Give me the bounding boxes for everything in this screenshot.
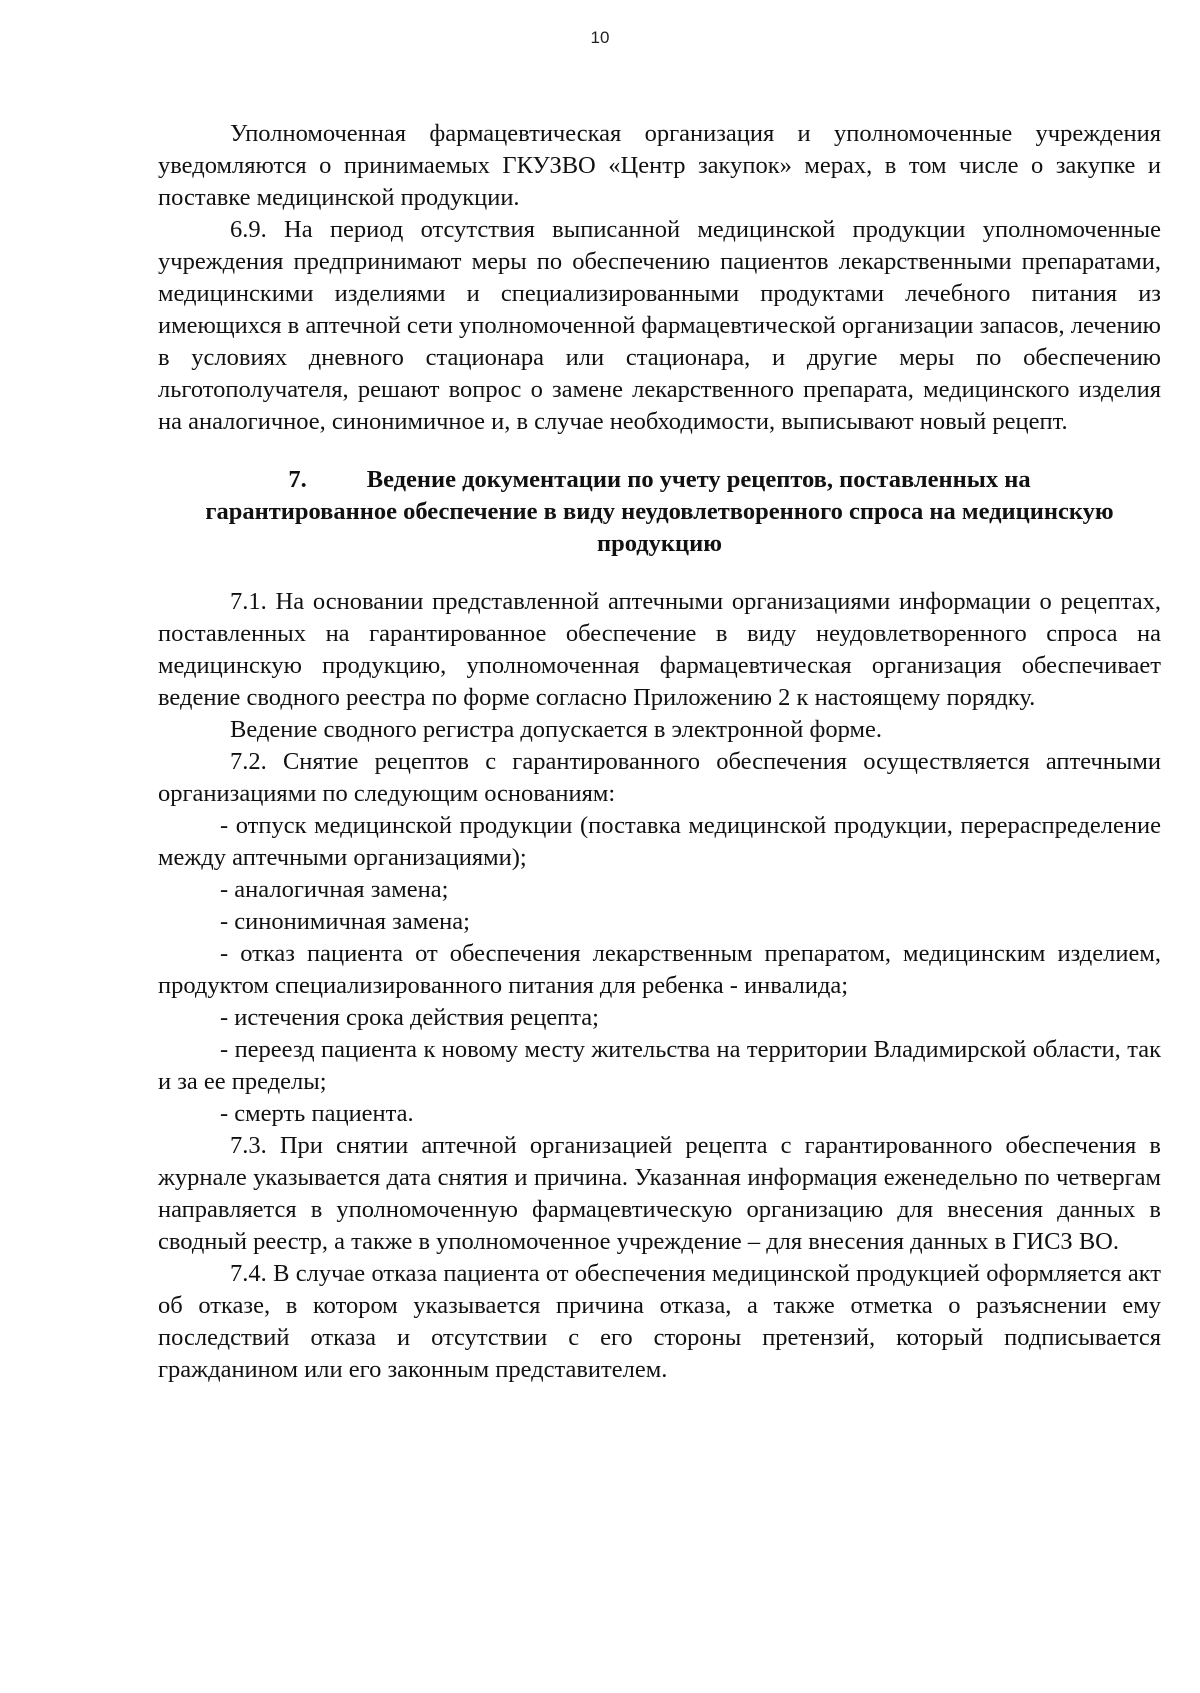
paragraph-notification: Уполномоченная фармацевтическая организация и уполномоченные учреждения уведомляются о принимаемых ГКУЗВО «Центр закупок» мерах, в том числе о закупке и поставке медицинской продукции. — [158, 120, 1161, 211]
list-item: - переезд пациента к новому месту жительства на территории Владимирской области, так и за ее пределы; — [158, 1036, 1161, 1095]
list-item: - синонимичная замена; — [220, 908, 470, 935]
section-title: Ведение документации по учету рецептов, поставленных на гарантированное обеспечение в виду неудовлетворенного спроса на медицинскую продукцию — [205, 466, 1114, 557]
paragraph-7-2: 7.2. Снятие рецептов с гарантированного обеспечения осуществляется аптечными организациями по следующим основаниям: — [158, 748, 1161, 807]
list-item: - отказ пациента от обеспечения лекарственным препаратом, медицинским изделием, продуктом специализированного питания для ребенка - инвалида; — [158, 940, 1161, 999]
list-item: - смерть пациента. — [220, 1100, 414, 1127]
list-item: - аналогичная замена; — [220, 876, 449, 903]
page-number: 10 — [590, 28, 610, 47]
paragraph-7-1: 7.1. На основании представленной аптечными организациями информации о рецептах, поставленных на гарантированное обеспечение в виду неудовлетворенного спроса на медицинскую продукцию, уполномоченная фармацевтическая организация обеспечивает ведение сводного реестра по форме согласно Приложению 2 к настоящему порядку. — [158, 588, 1161, 711]
paragraph-7-4: 7.4. В случае отказа пациента от обеспечения медицинской продукцией оформляется акт об отказе, в котором указывается причина отказа, а также отметка о разъяснении ему последствий отказа и отсутствии с его стороны претензий, который подписывается гражданином или его законным представителем. — [158, 1260, 1161, 1383]
reasons-list — [158, 810, 1161, 1130]
list-item: - истечения срока действия рецепта; — [220, 1004, 599, 1031]
section-number: 7. — [288, 466, 307, 493]
section-heading — [158, 464, 1161, 560]
paragraph-6-9: 6.9. На период отсутствия выписанной медицинской продукции уполномоченные учреждения предпринимают меры по обеспечению пациентов лекарственными препаратами, медицинскими изделиями и специализированными продуктами лечебного питания из имеющихся в аптечной сети уполномоченной фармацевтической организации запасов, лечению в условиях дневного стационара или стационара, и другие меры по обеспечению льготополучателя, решают вопрос о замене лекарственного препарата, медицинского изделия на аналогичное, синонимичное и, в случае необходимости, выписывают новый рецепт. — [158, 216, 1161, 435]
paragraph-7-3: 7.3. При снятии аптечной организацией рецепта с гарантированного обеспечения в журнале указывается дата снятия и причина. Указанная информация еженедельно по четвергам направляется в уполномоченную фармацевтическую организацию для внесения данных в сводный реестр, а также в уполномоченное учреждение – для внесения данных в ГИСЗ ВО. — [158, 1132, 1161, 1255]
list-item: - отпуск медицинской продукции (поставка медицинской продукции, перераспределение между аптечными организациями); — [158, 812, 1161, 871]
document-body — [158, 118, 1161, 1386]
paragraph-7-1-note: Ведение сводного регистра допускается в электронной форме. — [230, 716, 883, 743]
